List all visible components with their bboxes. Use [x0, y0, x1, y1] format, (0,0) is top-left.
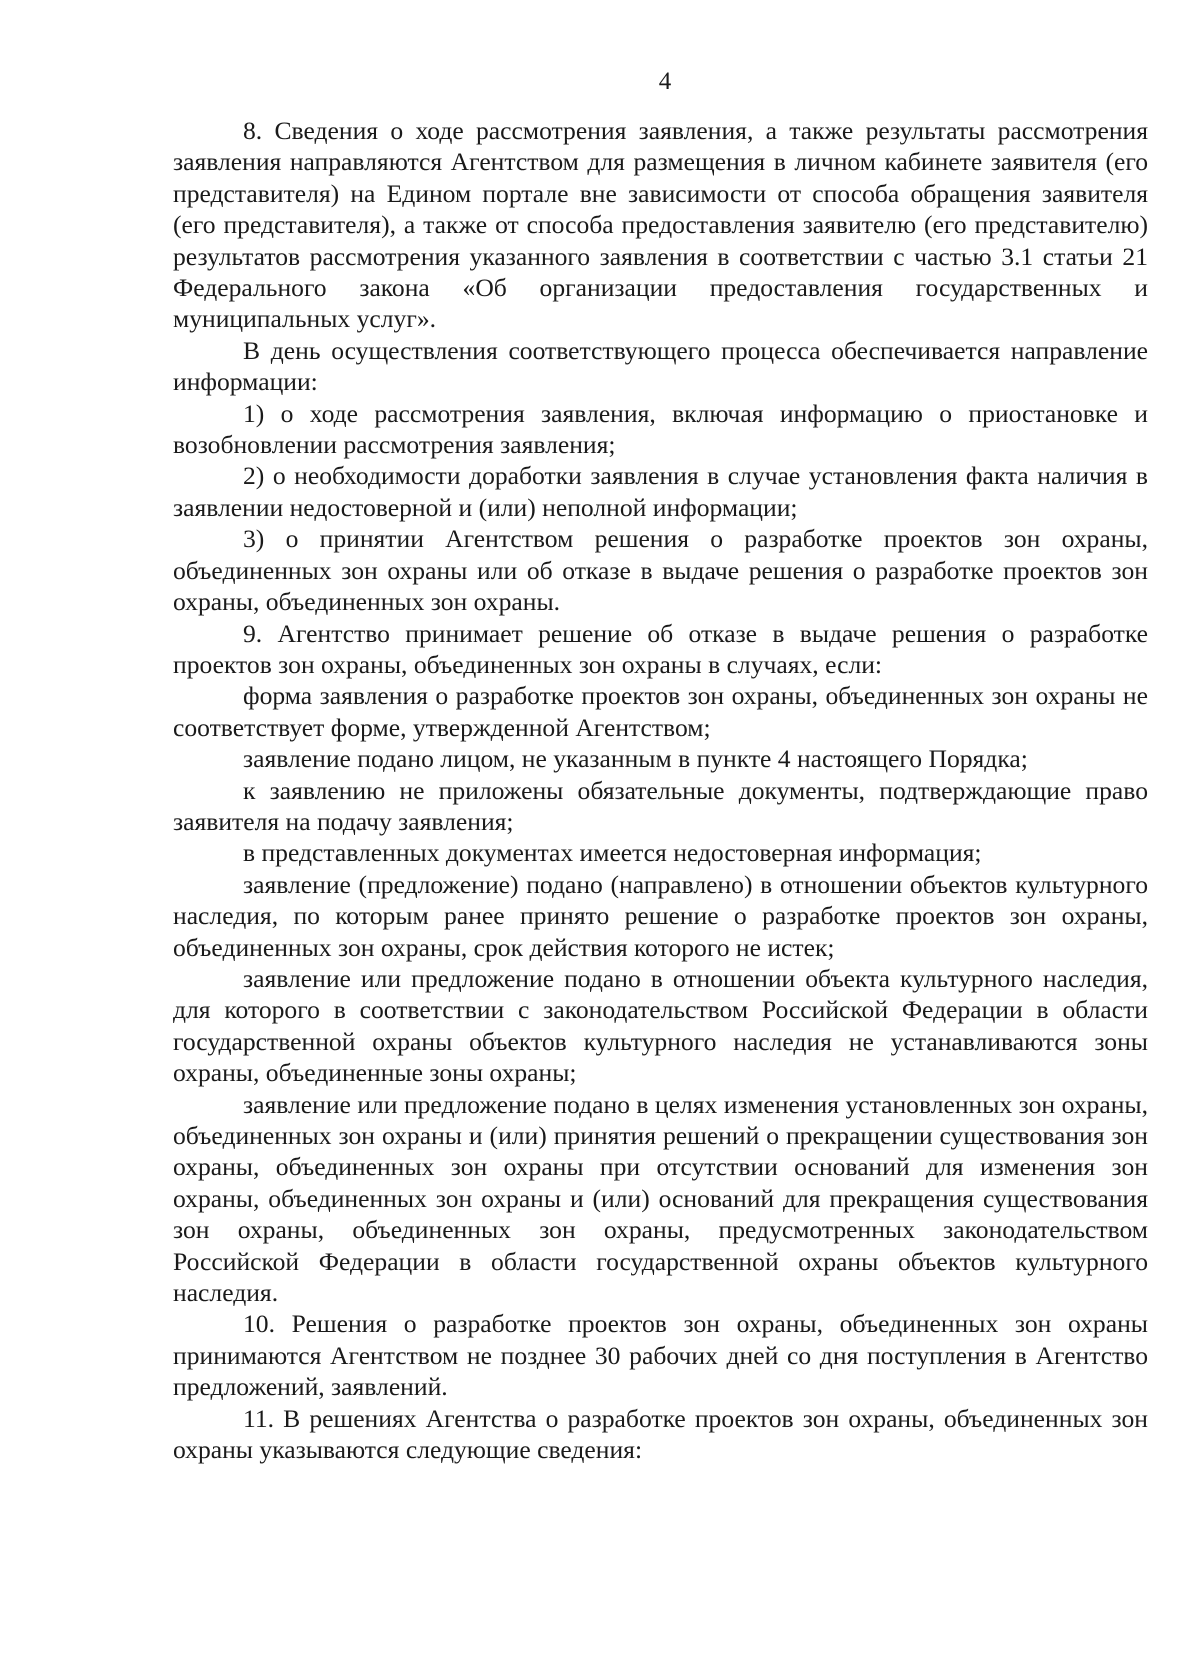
paragraph-item-2: 2) о необходимости доработки заявления в случае установления факта наличия в заявлении недостоверной и (или) неполной информации; — [173, 461, 1148, 522]
paragraph-10: 10. Решения о разработке проектов зон охраны, объединенных зон охраны принимаются Агентством не позднее 30 рабочих дней со дня поступления в Агентство предложений, заявлений. — [173, 1309, 1148, 1402]
paragraph-refusal-reason-no-grounds: заявление или предложение подано в целях изменения установленных зон охраны, объединенных зон охраны и (или) принятия решений о прекращении существования зон охраны, объединенных зон охраны при отсутствии оснований для изменения зон охраны, объединенных зон охраны и (или) оснований для прекращения существования зон охраны, объединенных зон охраны, предусмотренных законодательством Российской Федерации в области государственной охраны объектов культурного наследия. — [173, 1089, 1148, 1308]
paragraph-11: 11. В решениях Агентства о разработке проектов зон охраны, объединенных зон охраны указываются следующие сведения: — [173, 1403, 1148, 1465]
paragraph-refusal-reason-false-info: в представленных документах имеется недостоверная информация; — [243, 838, 982, 868]
paragraph-9: 9. Агентство принимает решение об отказе в выдаче решения о разработке проектов зон охраны, объединенных зон охраны в случаях, если: — [173, 618, 1148, 679]
paragraph-item-3: 3) о принятии Агентством решения о разработке проектов зон охраны, объединенных зон охраны или об отказе в выдаче решения о разработке проектов зон охраны, объединенных зон охраны. — [173, 524, 1148, 617]
paragraph-8: 8. Сведения о ходе рассмотрения заявления, а также результаты рассмотрения заявления направляются Агентством для размещения в личном кабинете заявителя (его представителя) на Едином портале вне зависимости от способа обращения заявителя (его представителя), а также от способа предоставления заявителю (его представителю) результатов рассмотрения указанного заявления в соответствии с частью 3.1 статьи 21 Федерального закона «Об организации предоставления государственных и муниципальных услуг». — [173, 116, 1148, 334]
paragraph-refusal-reason-documents: к заявлению не приложены обязательные документы, подтверждающие право заявителя на подачу заявления; — [173, 775, 1148, 836]
paragraph-refusal-reason-no-zones: заявление или предложение подано в отношении объекта культурного наследия, для которого в соответствии с законодательством Российской Федерации в области государственной охраны объектов культурного наследия не устанавливаются зоны охраны, объединенные зоны охраны; — [173, 963, 1148, 1088]
page-number: 4 — [658, 68, 672, 95]
paragraph-refusal-reason-prior-decision: заявление (предложение) подано (направлено) в отношении объектов культурного наследия, по которым ранее принято решение о разработке проектов зон охраны, объединенных зон охраны, срок действия которого не истек; — [173, 869, 1148, 962]
paragraph-refusal-reason-form: форма заявления о разработке проектов зон охраны, объединенных зон охраны не соответствует форме, утвержденной Агентством; — [173, 681, 1148, 742]
paragraph-notification-intro: В день осуществления соответствующего процесса обеспечивается направление информации: — [173, 335, 1148, 397]
paragraph-item-1: 1) о ходе рассмотрения заявления, включая информацию о приостановке и возобновлении рассмотрения заявления; — [173, 398, 1148, 460]
paragraph-refusal-reason-person: заявление подано лицом, не указанным в пункте 4 настоящего Порядка; — [243, 744, 1028, 774]
document-body — [173, 115, 1148, 1465]
